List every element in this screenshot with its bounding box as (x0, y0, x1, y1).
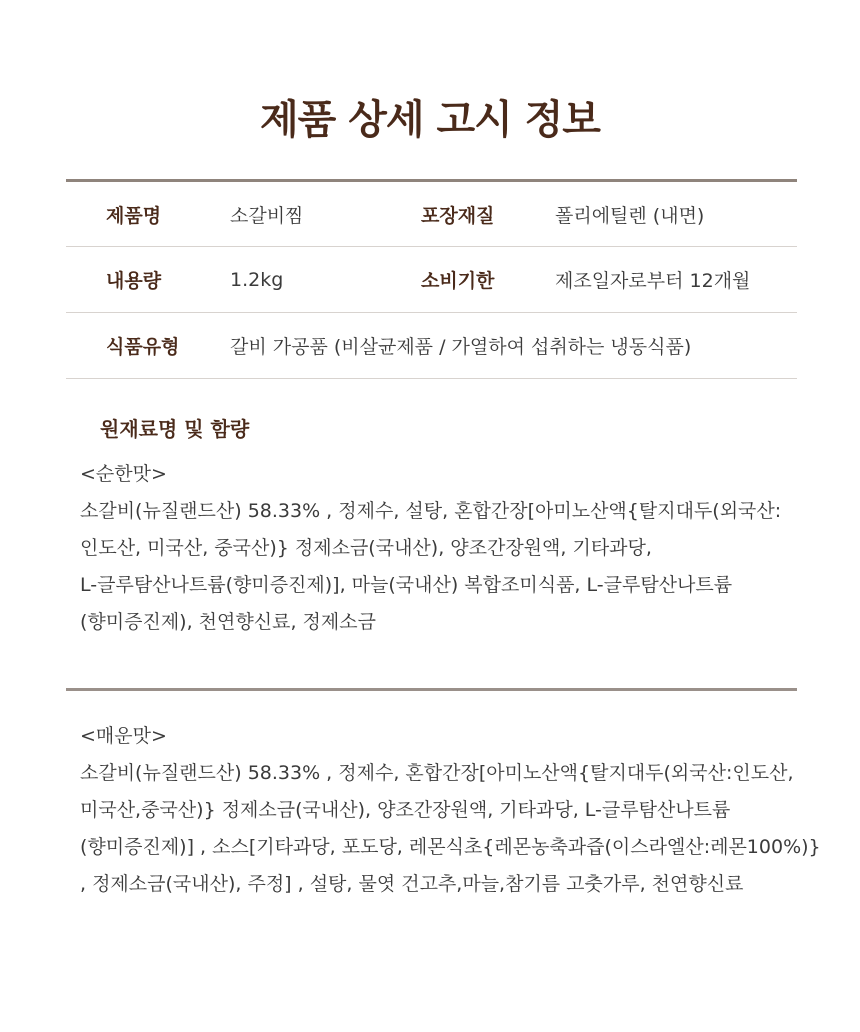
expiry-value: 제조일자로부터 12개월 (555, 270, 751, 292)
food-type-label: 식품유형 (106, 336, 180, 358)
mild-line: (향미증진제), 천연향신료, 정제소금 (80, 611, 376, 633)
table-row (66, 182, 797, 247)
table-row (66, 313, 797, 379)
spicy-line: , 정제소금(국내산), 주정] , 설탕, 물엿 건고추,마늘,참기름 고춧가루, 천연향신료 (80, 873, 744, 895)
ingredients-title: 원재료명 및 함량 (100, 417, 250, 441)
page-title: 제품 상세 고시 정보 (260, 97, 600, 143)
mild-line: 소갈비(뉴질랜드산) 58.33% , 정제수, 설탕, 혼합간장[아미노산액{탈지대두(외국산: (80, 500, 782, 522)
spicy-line: (향미증진제)] , 소스[기타과당, 포도당, 레몬식초{레몬농축과즙(이스라엘산:레몬100%)} (80, 836, 821, 858)
mild-heading: <순한맛> (80, 463, 167, 485)
expiry-label: 소비기한 (421, 270, 495, 292)
volume-value: 1.2kg (230, 268, 284, 291)
section-divider (66, 688, 797, 691)
volume-label: 내용량 (106, 270, 162, 292)
table-row (66, 247, 797, 313)
spicy-line: 소갈비(뉴질랜드산) 58.33% , 정제수, 혼합간장[아미노산액{탈지대두(외국산:인도산, (80, 762, 794, 784)
mild-line: 인도산, 미국산, 중국산)} 정제소금(국내산), 양조간장원액, 기타과당, (80, 537, 652, 559)
mild-ingredients (80, 456, 850, 641)
product-info-table (66, 179, 797, 379)
mild-line: L-글루탐산나트륨(향미증진제)], 마늘(국내산) 복합조미식품, L-글루탐산나트륨 (80, 574, 733, 596)
product-name-value: 소갈비찜 (230, 204, 304, 227)
packaging-label: 포장재질 (421, 204, 495, 227)
product-name-label: 제품명 (106, 204, 162, 227)
spicy-ingredients (80, 718, 850, 903)
spicy-heading: <매운맛> (80, 725, 167, 747)
spicy-line: 미국산,중국산)} 정제소금(국내산), 양조간장원액, 기타과당, L-글루탐산나트륨 (80, 799, 731, 821)
food-type-value: 갈비 가공품 (비살균제품 / 가열하여 섭취하는 냉동식품) (230, 336, 692, 358)
packaging-value: 폴리에틸렌 (내면) (555, 204, 705, 227)
